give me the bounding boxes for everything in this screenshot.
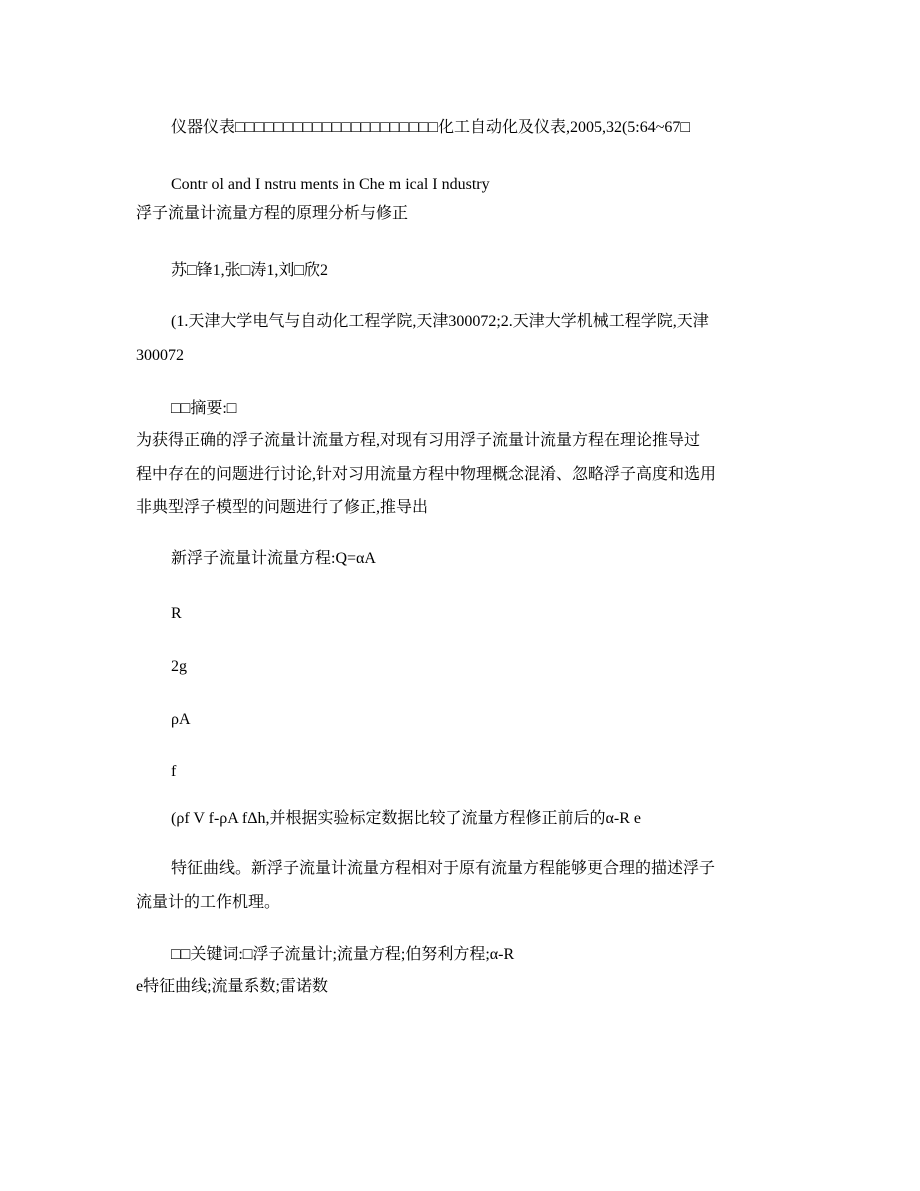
equation-fragment: f [171,763,177,780]
english-journal-name: Contr ol and I nstru ments in Che m ical I ndustry [171,176,490,193]
article-title: 浮子流量计流量方程的原理分析与修正 [136,205,409,222]
equation-fragment: R [171,605,182,622]
equation-fragment: 2g [171,658,187,675]
author-list: 苏□锋1,张□涛1,刘□欣2 [171,262,328,279]
abstract-conclusion-line: 特征曲线。新浮子流量计流量方程相对于原有流量方程能够更合理的描述浮子 [171,860,716,877]
equation-intro: 新浮子流量计流量方程:Q=αA [171,550,376,567]
equation-tail: (ρf V f-ρA fΔh,并根据实验标定数据比较了流量方程修正前后的α-R e [171,810,642,827]
affiliation-line-1: (1.天津大学电气与自动化工程学院,天津300072;2.天津大学机械工程学院,天津 [171,313,709,330]
equation-fragment: ρA [171,711,191,728]
abstract-paragraph-line: 非典型浮子模型的问题进行了修正,推导出 [136,499,429,516]
journal-header-line: 仪器仪表□□□□□□□□□□□□□□□□□□□□□化工自动化及仪表,2005,32(5:64~67□ [171,119,691,136]
abstract-paragraph-line: 程中存在的问题进行讨论,针对习用流量方程中物理概念混淆、忽略浮子高度和选用 [136,466,717,483]
abstract-paragraph-line: 为获得正确的浮子流量计流量方程,对现有习用浮子流量计流量方程在理论推导过 [136,432,701,449]
affiliation-line-2: 300072 [136,347,184,364]
keywords-line-2: e特征曲线;流量系数;雷诺数 [136,978,328,995]
keywords-line-1: □□关键词:□浮子流量计;流量方程;伯努利方程;α-R [171,946,515,963]
abstract-label: □□摘要:□ [171,400,237,417]
abstract-conclusion-line: 流量计的工作机理。 [136,894,281,911]
